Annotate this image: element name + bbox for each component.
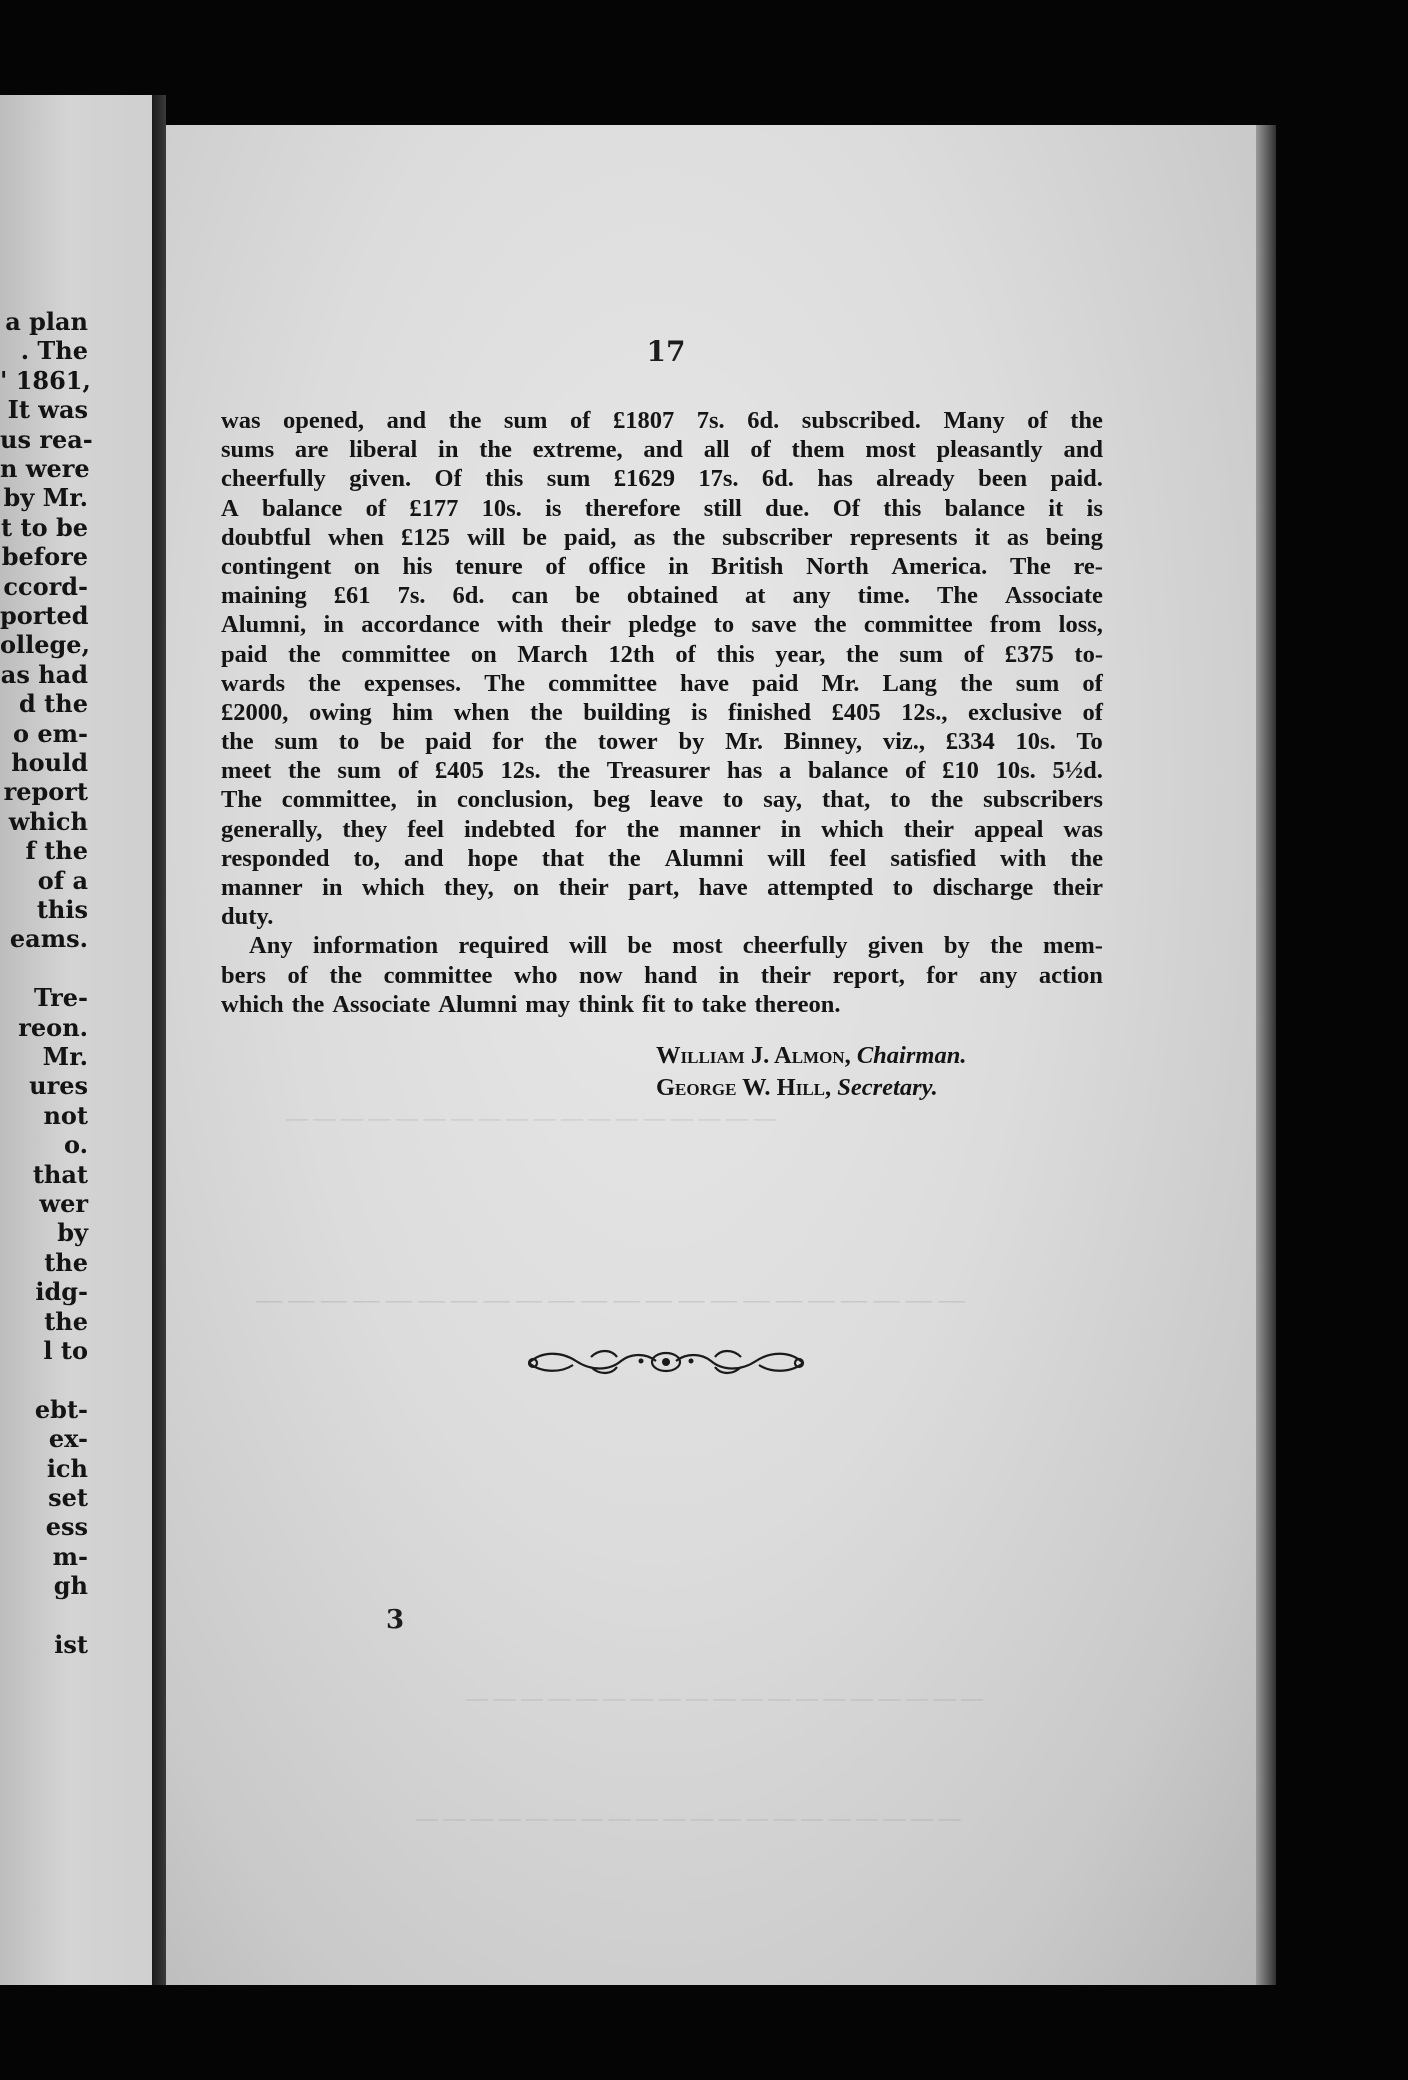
left-page-line: m- <box>52 1541 88 1571</box>
left-page-line: us rea- <box>0 424 93 454</box>
signatory-title: Chairman. <box>856 1042 967 1069</box>
signatory-title: Secretary. <box>837 1074 938 1101</box>
left-page-line: ex- <box>48 1424 88 1454</box>
signature-block <box>656 1040 966 1104</box>
signature-chairman: William J. Almon, Chairman. <box>656 1042 967 1069</box>
left-page-line: t to be <box>1 512 88 542</box>
text-line: Any information required will be most cheerfully given by the mem- <box>249 932 1103 960</box>
left-page-line: wer <box>39 1189 88 1218</box>
main-page <box>166 125 1256 1985</box>
left-page-line: the <box>44 1247 88 1277</box>
left-page-line: ebt- <box>34 1394 88 1424</box>
left-page-line: ist <box>54 1630 88 1659</box>
left-page-line: n were <box>0 454 90 483</box>
left-page-line: . The <box>20 336 88 366</box>
text-line: doubtful when £125 will be paid, as the subscriber represents it as being <box>221 523 1103 551</box>
text-line: the sum to be paid for the tower by Mr. Binney, viz., £334 10s. To <box>221 728 1103 756</box>
left-page-line: ported <box>0 601 89 630</box>
left-page-line: of a <box>37 865 88 895</box>
page-gutter <box>152 95 166 1985</box>
left-page-line: It was <box>7 395 88 425</box>
left-page-line: by <box>57 1218 88 1248</box>
left-page-line: hould <box>11 748 88 777</box>
left-page-line: not <box>43 1100 88 1130</box>
left-page-line: eams. <box>9 924 88 954</box>
bleed-through: — — — — — — — — — — — — — — — — — — — — <box>416 1805 961 1830</box>
text-line: wards the expenses. The committee have paid Mr. Lang the sum of <box>221 669 1103 697</box>
left-page-line: Mr. <box>42 1042 88 1071</box>
left-page-line: the <box>44 1306 88 1336</box>
left-page-line: gh <box>53 1571 88 1601</box>
left-page-line: o. <box>64 1130 88 1160</box>
text-line: was opened, and the sum of £1807 7s. 6d. subscribed. Many of the <box>221 407 1103 434</box>
bleed-through: — — — — — — — — — — — — — — — — — — — — — — <box>256 1285 965 1314</box>
left-page-line: ess <box>45 1512 88 1542</box>
left-page-line: before <box>1 542 88 572</box>
page-number: 17 <box>646 335 686 368</box>
left-page-line: ' 1861, <box>0 365 91 395</box>
left-page-line: by Mr. <box>3 483 88 513</box>
left-page-line: a plan <box>5 307 88 336</box>
signature-mark: 3 <box>386 1605 405 1635</box>
page-edge-shadow <box>1256 125 1276 1985</box>
left-page-line: set <box>48 1483 88 1512</box>
text-line: paid the committee on March 12th of this year, the sum of £375 to- <box>221 640 1103 668</box>
text-line: meet the sum of £405 12s. the Treasurer has a balance of £10 10s. 5½d. <box>221 757 1103 785</box>
left-page-line: that <box>32 1159 88 1189</box>
left-page-line: reon. <box>18 1012 88 1042</box>
text-line: Alumni, in accordance with their pledge to save the committee from loss, <box>221 611 1103 639</box>
text-line: manner in which they, on their part, have attempted to discharge their <box>221 874 1103 901</box>
left-page-line: this <box>36 895 88 924</box>
left-page-line: d the <box>19 689 88 719</box>
bleed-through: — — — — — — — — — — — — — — — — — — <box>286 1105 776 1130</box>
text-line: which the Associate Alumni may think fit to take thereon. <box>221 990 841 1018</box>
text-line: £2000, owing him when the building is finished £405 12s., exclusive of <box>221 698 1103 726</box>
text-line: A balance of £177 10s. is therefore still due. Of this balance it is <box>221 494 1103 522</box>
text-line: The committee, in conclusion, beg leave to say, that, to the subscribers <box>221 786 1103 814</box>
left-page-line: Tre- <box>34 983 88 1013</box>
scroll-ornament-icon <box>521 1343 811 1381</box>
text-line: generally, they feel indebted for the manner in which their appeal was <box>221 815 1103 843</box>
report-body <box>221 406 1103 1019</box>
signatory-name: William J. Almon <box>656 1042 845 1069</box>
left-page-line: which <box>8 806 88 836</box>
left-page-line: o em- <box>13 718 88 748</box>
previous-page-edge <box>0 95 152 1985</box>
text-line: contingent on his tenure of office in British North America. The re- <box>221 552 1103 580</box>
text-line: maining £61 7s. 6d. can be obtained at any time. The Associate <box>221 582 1103 610</box>
bleed-through: — — — — — — — — — — — — — — — — — — — <box>466 1685 983 1710</box>
text-line: sums are liberal in the extreme, and all of them most pleasantly and <box>221 436 1103 464</box>
signatory-name: George W. Hill <box>656 1074 825 1101</box>
left-page-line: report <box>3 777 88 807</box>
text-line: bers of the committee who now hand in their report, for any action <box>221 961 1103 989</box>
text-line: duty. <box>221 903 274 931</box>
left-page-line: ures <box>29 1071 88 1101</box>
left-page-line: ccord- <box>3 571 88 601</box>
signature-secretary: George W. Hill, Secretary. <box>656 1074 938 1101</box>
left-page-line: l to <box>43 1336 88 1365</box>
left-page-line: idg- <box>35 1277 88 1307</box>
text-line: responded to, and hope that the Alumni will feel satisfied with the <box>221 844 1103 872</box>
text-line: cheerfully given. Of this sum £1629 17s. 6d. has already been paid. <box>221 465 1103 493</box>
left-page-line: ich <box>46 1453 88 1483</box>
left-page-line: f the <box>25 836 88 866</box>
left-page-line: as had <box>0 659 88 689</box>
left-page-line: ollege, <box>0 630 90 660</box>
